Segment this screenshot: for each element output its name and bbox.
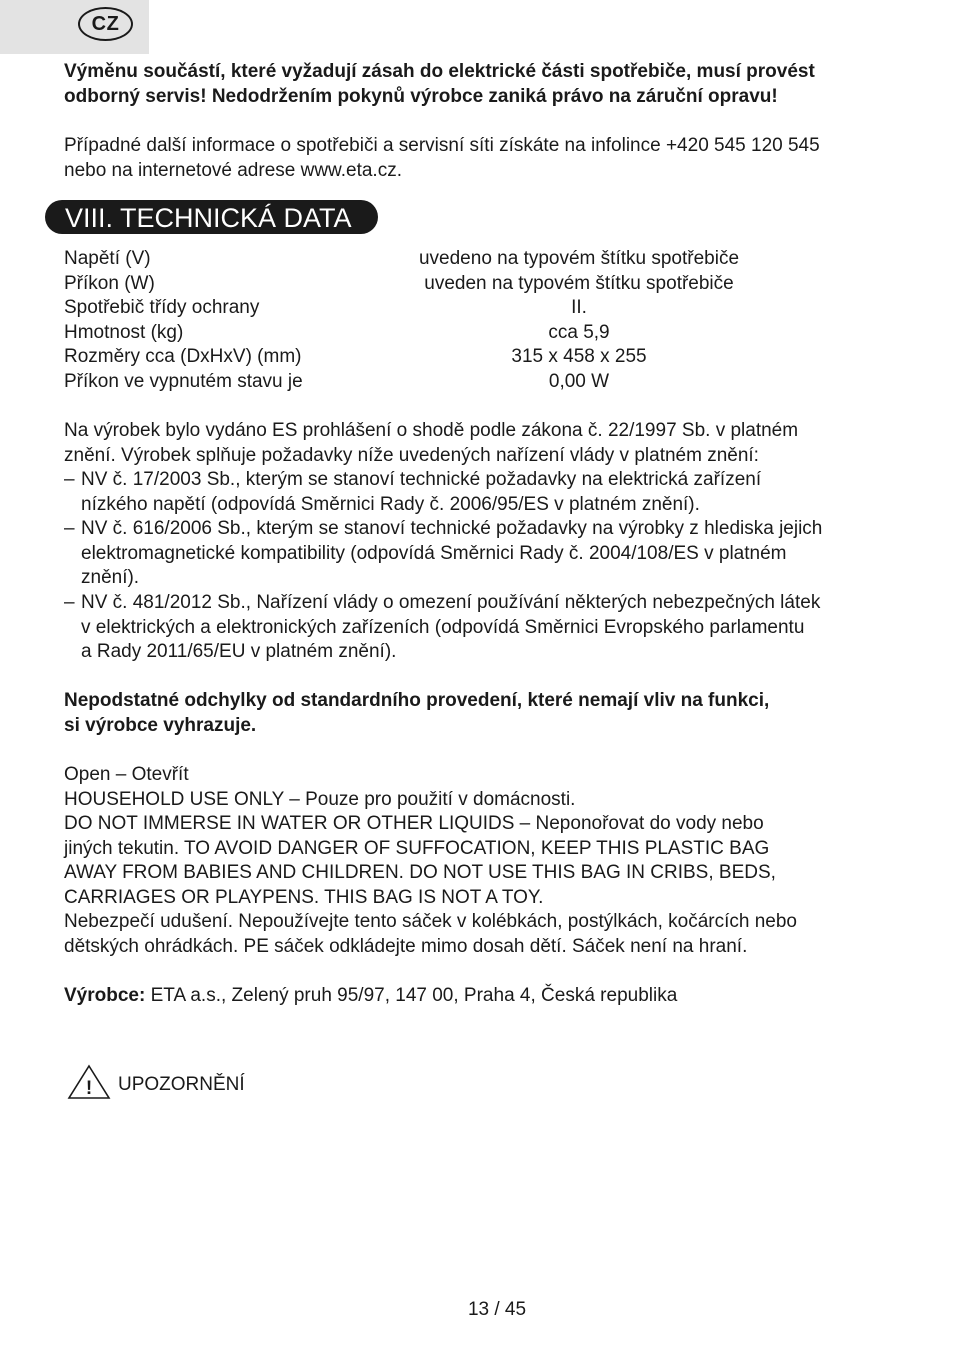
spec-value: 0,00 W — [548, 370, 610, 392]
service-notice — [64, 60, 894, 109]
spec-label: Rozměry cca (DxHxV) (mm) — [64, 346, 302, 367]
regulation-line: znění). — [81, 567, 140, 588]
deviation-line: Nepodstatné odchylky od standardního provedení, které nemají vliv na funkci, — [64, 690, 770, 711]
deviation-notice — [64, 689, 894, 738]
info-line: Případné další informace o spotřebiči a servisní síti získáte na infolince +420 545 120 545 — [64, 135, 820, 156]
service-notice-line: Výměnu součástí, které vyžadují zásah do elektrické části spotřebiče, musí provést — [64, 61, 815, 82]
manufacturer-value: ETA a.s., Zelený pruh 95/97, 147 00, Praha 4, Česká republika — [145, 985, 678, 1006]
declaration-paragraph — [64, 419, 894, 468]
label-translations — [64, 763, 894, 959]
regulation-line: a Rady 2011/65/EU v platném znění). — [81, 641, 397, 662]
regulation-line: NV č. 481/2012 Sb., Nařízení vlády o omezení používání některých nebezpečných látek — [81, 592, 821, 613]
list-dash: – — [64, 592, 75, 613]
list-dash: – — [64, 518, 75, 539]
spec-label: Hmotnost (kg) — [64, 321, 184, 343]
warning-triangle-icon — [67, 1064, 111, 1100]
list-dash: – — [64, 469, 75, 490]
declaration-line: znění. Výrobek splňuje požadavky níže uvedených nařízení vlády v platném znění: — [64, 444, 759, 466]
spec-label: Spotřebič třídy ochrany — [64, 297, 260, 318]
regulation-line: nízkého napětí (odpovídá Směrnici Rady č. 2006/95/ES v platném znění). — [81, 493, 700, 515]
spec-row — [64, 296, 904, 321]
translation-line: HOUSEHOLD USE ONLY – Pouze pro použití v domácnosti. — [64, 788, 576, 810]
info-line: nebo na internetové adrese www.eta.cz. — [64, 159, 402, 181]
regulation-line: NV č. 17/2003 Sb., kterým se stanoví technické požadavky na elektrická zařízení — [81, 469, 762, 490]
spec-label: Napětí (V) — [64, 248, 151, 269]
spec-row — [64, 321, 904, 346]
translation-line: Nebezpečí udušení. Nepoužívejte tento sáček v kolébkách, postýlkách, kočárcích nebo — [64, 911, 797, 932]
language-tab — [0, 0, 149, 54]
spec-label: Příkon ve vypnutém stavu je — [64, 370, 303, 392]
spec-row — [64, 272, 904, 297]
manufacturer-label: Výrobce: — [64, 985, 146, 1006]
regulation-line: NV č. 616/2006 Sb., kterým se stanoví technické požadavky na výrobky z hlediska jejich — [81, 518, 823, 539]
regulation-line: elektromagnetické kompatibility (odpovídá Směrnici Rady č. 2004/108/ES v platném — [81, 542, 787, 564]
spec-label: Příkon (W) — [64, 272, 155, 294]
spec-row — [64, 247, 904, 272]
spec-row — [64, 370, 904, 395]
translation-line: AWAY FROM BABIES AND CHILDREN. DO NOT USE THIS BAG IN CRIBS, BEDS, — [64, 862, 776, 883]
warning-exclamation: ! — [85, 1078, 93, 1099]
translation-line: CARRIAGES OR PLAYPENS. THIS BAG IS NOT A TOY. — [64, 886, 544, 908]
page-number: 13 / 45 — [467, 1299, 527, 1320]
info-paragraph — [64, 134, 894, 183]
spec-value: uvedeno na typovém štítku spotřebiče — [418, 248, 740, 269]
section-title: VIII. TECHNICKÁ DATA — [45, 200, 378, 234]
spec-value: uveden na typovém štítku spotřebiče — [424, 272, 734, 294]
translation-line: jiných tekutin. TO AVOID DANGER OF SUFFOCATION, KEEP THIS PLASTIC BAG — [64, 837, 770, 859]
service-notice-line: odborný servis! Nedodržením pokynů výrobce zaniká právo na záruční opravu! — [64, 85, 778, 107]
warning-label: UPOZORNĚNÍ — [118, 1074, 245, 1095]
manufacturer-line — [64, 984, 894, 1009]
spec-value: 315 x 458 x 255 — [511, 346, 647, 367]
regulation-line: v elektrických a elektronických zařízeních (odpovídá Směrnici Evropského parlamentu — [81, 616, 805, 638]
spec-value: II. — [571, 297, 587, 318]
translation-line: dětských ohrádkách. PE sáček odkládejte mimo dosah dětí. Sáček není na hraní. — [64, 935, 748, 957]
language-badge: CZ — [78, 7, 133, 41]
spec-value: cca 5,9 — [548, 321, 610, 343]
translation-line: DO NOT IMMERSE IN WATER OR OTHER LIQUIDS – Neponořovat do vody nebo — [64, 813, 764, 834]
deviation-line: si výrobce vyhrazuje. — [64, 714, 257, 736]
spec-row — [64, 345, 904, 370]
declaration-line: Na výrobek bylo vydáno ES prohlášení o shodě podle zákona č. 22/1997 Sb. v platném — [64, 420, 799, 441]
translation-line: Open – Otevřít — [64, 764, 189, 785]
